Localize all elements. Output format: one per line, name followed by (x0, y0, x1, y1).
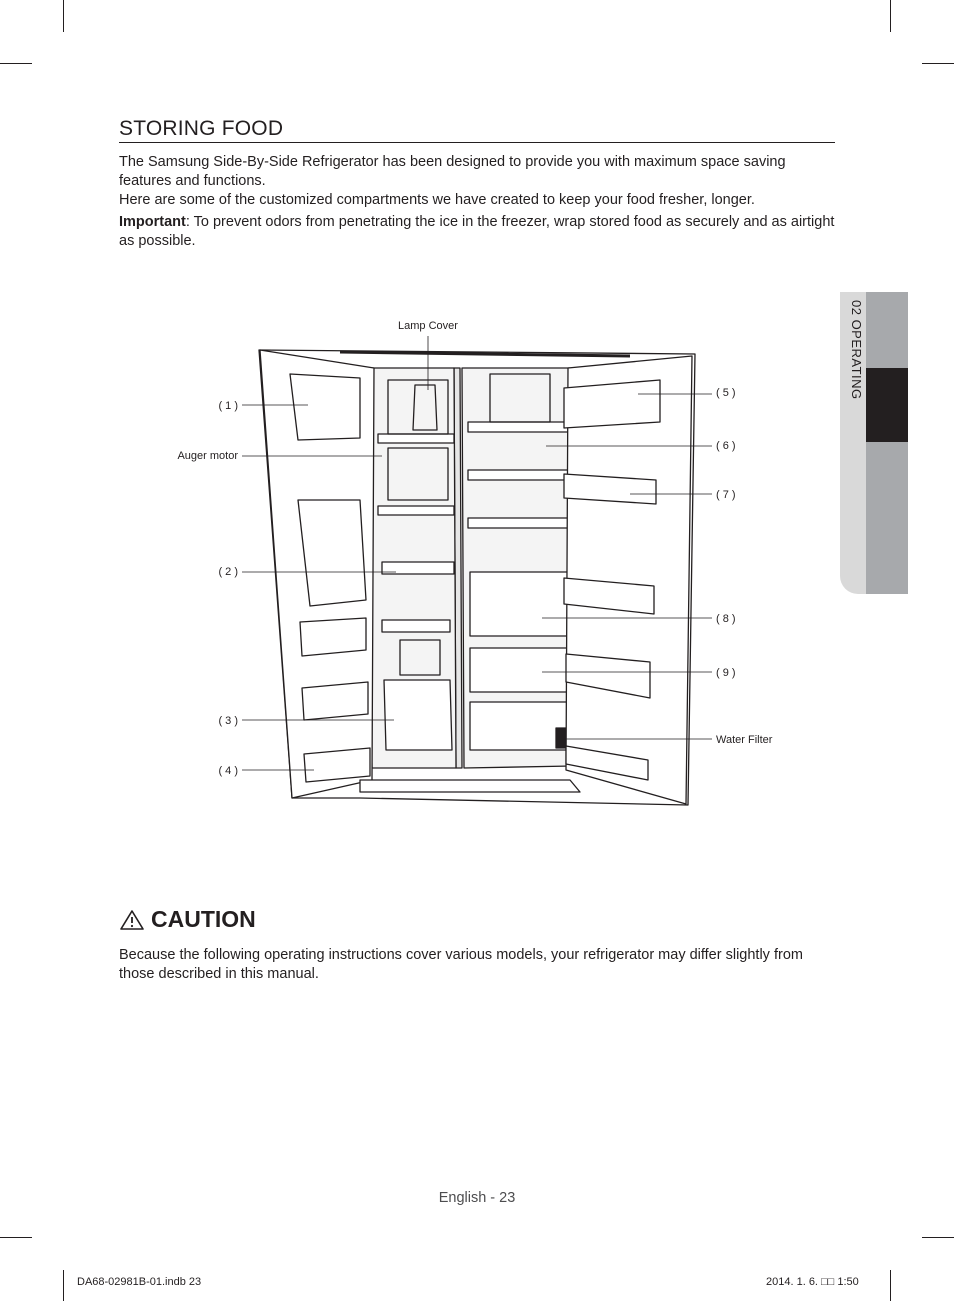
fridge-shelf (468, 518, 570, 528)
freezer-shelf (382, 620, 450, 632)
crop-mark (63, 0, 64, 32)
crop-mark (0, 63, 32, 64)
label-7: ( 7 ) (716, 489, 736, 501)
label-6: ( 6 ) (716, 440, 736, 452)
fridge-drawer-bottom (470, 702, 570, 750)
crop-mark (890, 0, 891, 32)
label-3: ( 3 ) (218, 715, 238, 727)
caution-heading (119, 906, 256, 933)
label-water-filter: Water Filter (716, 734, 773, 746)
label-9: ( 9 ) (716, 667, 736, 679)
crop-mark (922, 63, 954, 64)
crop-mark (0, 1237, 32, 1238)
ice-maker (290, 374, 360, 440)
page-title: STORING FOOD (119, 117, 284, 140)
intro-paragraph: The Samsung Side-By-Side Refrigerator has been designed to provide you with maximum space saving features and functions. (119, 154, 786, 189)
warning-triangle-icon (119, 909, 145, 931)
chapter-tab-active-marker (866, 368, 908, 442)
freezer-shelf (378, 434, 454, 443)
fridge-shelf (468, 422, 570, 432)
label-4: ( 4 ) (218, 765, 238, 777)
cabinet-base (360, 780, 580, 792)
chapter-tab (840, 292, 908, 594)
label-2: ( 2 ) (218, 566, 238, 578)
fridge-shelf (468, 470, 570, 480)
caution-text: Because the following operating instructions cover various models, your refrigerator may differ slightly from those described in this manual. (119, 947, 803, 982)
page-number: English - 23 (438, 1190, 516, 1206)
freezer-door-bin (304, 748, 370, 782)
title-rule (119, 142, 835, 143)
label-5: ( 5 ) (716, 387, 736, 399)
important-note (119, 213, 839, 251)
label-8: ( 8 ) (716, 613, 736, 625)
label-1: ( 1 ) (218, 400, 238, 412)
freezer-shelf (378, 506, 454, 515)
print-file-name: DA68-02981B-01.indb 23 (77, 1276, 202, 1288)
crop-mark (890, 1270, 891, 1301)
dispenser-chute (298, 500, 366, 606)
freezer-bin (384, 680, 452, 750)
print-date: 2014. 1. 6. □□ 1:50 (766, 1276, 859, 1288)
caution-heading-text: CAUTION (151, 906, 256, 932)
intro-paragraph-2: Here are some of the customized compartments we have created to keep your food fresher, longer. (119, 192, 755, 208)
fridge-door-bin-5 (564, 380, 660, 428)
fridge-drawer-9 (470, 648, 570, 692)
freezer-door-bin (300, 618, 366, 656)
crop-mark (63, 1270, 64, 1301)
chapter-tab-label: 02 OPERATING (849, 300, 864, 400)
freezer-door-bin (302, 682, 368, 720)
crop-mark (922, 1237, 954, 1238)
important-label: Important (119, 214, 186, 230)
fridge-door-bin-7 (564, 474, 656, 504)
refrigerator-diagram (160, 310, 800, 820)
label-auger-motor: Auger motor (177, 450, 238, 462)
important-text: : To prevent odors from penetrating the ice in the freezer, wrap stored food as securely and as airtight as possible. (119, 214, 835, 249)
label-lamp-cover: Lamp Cover (398, 320, 458, 332)
fridge-drawer-8 (470, 572, 570, 636)
